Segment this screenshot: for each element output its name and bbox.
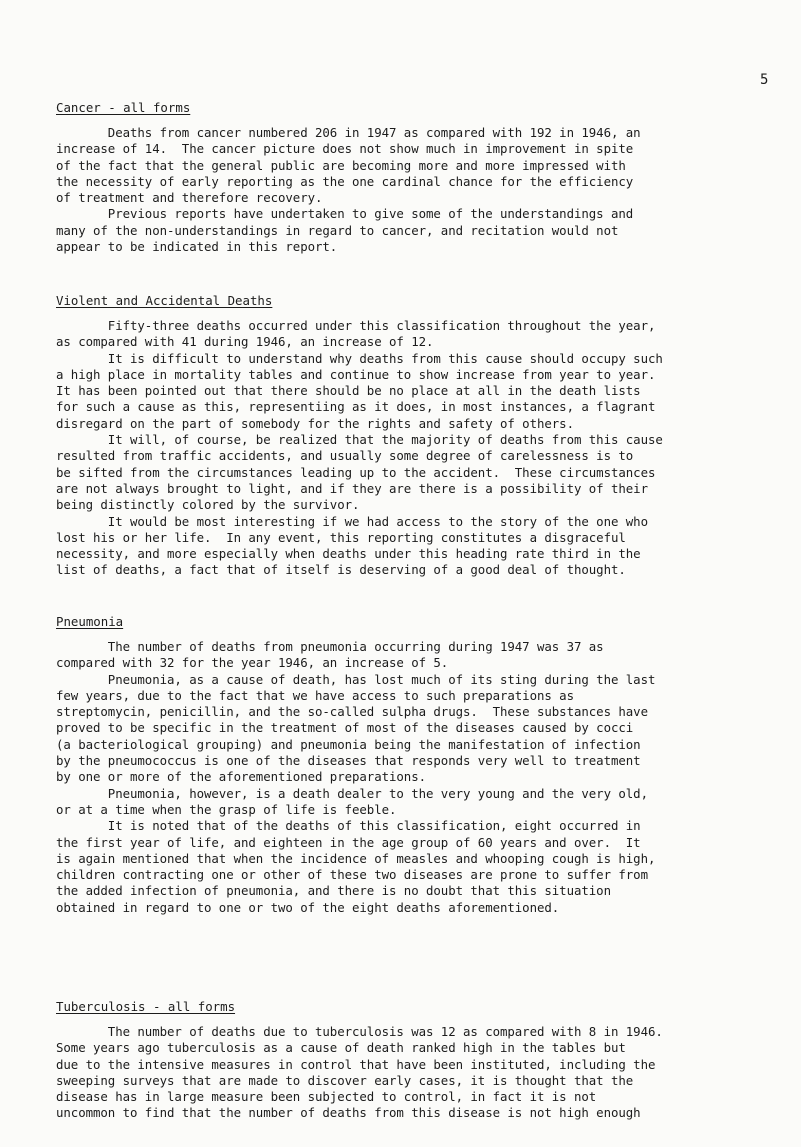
paragraph-line: It has been pointed out that there should be no place at all in the death lists — [56, 383, 641, 399]
paragraph-line: are not always brought to light, and if they are there is a possibility of their — [56, 480, 648, 496]
paragraph-line: as compared with 41 during 1946, an increase of 12. — [56, 334, 434, 350]
paragraph-line: necessity, and more especially when deaths under this heading rate third in the — [56, 546, 641, 562]
paragraph-line: It would be most interesting if we had access to the story of the one who — [56, 513, 648, 529]
paragraph-line: lost his or her life. In any event, this reporting constitutes a disgraceful — [56, 529, 626, 545]
paragraph-line: the added infection of pneumonia, and there is no doubt that this situation — [56, 883, 611, 899]
paragraph-line: a high place in mortality tables and continue to show increase from year to year. — [56, 366, 656, 382]
paragraph-line: Fifty-three deaths occurred under this classification throughout the year, — [56, 318, 656, 333]
paragraph-line: by the pneumococcus is one of the diseases that responds very well to treatment — [56, 753, 641, 769]
paragraph-line: due to the intensive measures in control that have been instituted, including the — [56, 1056, 656, 1072]
section-heading: Pneumonia — [56, 614, 124, 629]
paragraph-line: increase of 14. The cancer picture does not show much in improvement in spite — [56, 141, 634, 157]
paragraph-line: disease has in large measure been subjected to control, in fact it is not — [56, 1089, 597, 1105]
paragraph-line: list of deaths, a fact that of itself is deserving of a good deal of thought. — [56, 562, 626, 578]
paragraph-line: Pneumonia, as a cause of death, has lost much of its sting during the last — [56, 671, 656, 687]
page-number: 5 — [760, 72, 769, 88]
paragraph-line: Deaths from cancer numbered 206 in 1947 as compared with 192 in 1946, an — [56, 125, 641, 140]
paragraph-line: the first year of life, and eighteen in the age group of 60 years and over. It — [56, 834, 641, 850]
paragraph-line: few years, due to the fact that we have access to such preparations as — [56, 687, 574, 703]
section-heading: Cancer - all forms — [56, 100, 191, 115]
paragraph-line: resulted from traffic accidents, and usually some degree of carelessness is to — [56, 448, 634, 464]
paragraph-line: uncommon to find that the number of deaths from this disease is not high enough — [56, 1105, 641, 1121]
section-pneumonia — [56, 614, 774, 916]
paragraph-line: Previous reports have undertaken to give some of the understandings and — [56, 206, 634, 222]
paragraph-line: children contracting one or other of these two diseases are prone to suffer from — [56, 867, 648, 883]
paragraph-line: streptomycin, penicillin, and the so-called sulpha drugs. These substances have — [56, 704, 648, 720]
paragraph-line: for such a cause as this, representiing as it does, in most instances, a flagrant — [56, 399, 656, 415]
paragraph-line: is again mentioned that when the incidence of measles and whooping cough is high, — [56, 850, 656, 866]
paragraph-line: sweeping surveys that are made to discover early cases, it is thought that the — [56, 1072, 634, 1088]
paragraph-line: or at a time when the grasp of life is feeble. — [56, 801, 397, 817]
paragraph-line: Some years ago tuberculosis as a cause of death ranked high in the tables but — [56, 1040, 626, 1056]
paragraph-line: being distinctly colored by the survivor. — [56, 497, 360, 513]
section-violent-deaths — [56, 293, 774, 579]
paragraph-line: compared with 32 for the year 1946, an increase of 5. — [56, 655, 449, 671]
paragraph-line: many of the non-understandings in regard to cancer, and recitation would not — [56, 222, 619, 238]
paragraph-line: the necessity of early reporting as the one cardinal chance for the efficiency — [56, 173, 634, 189]
paragraph-line: The number of deaths from pneumonia occurring during 1947 was 37 as — [56, 639, 604, 654]
paragraph-line: The number of deaths due to tuberculosis was 12 as compared with 8 in 1946. — [56, 1024, 663, 1039]
section-cancer — [56, 100, 774, 255]
paragraph-line: of the fact that the general public are becoming more and more impressed with — [56, 157, 626, 173]
paragraph-line: (a bacteriological grouping) and pneumonia being the manifestation of infection — [56, 736, 641, 752]
paragraph-line: by one or more of the aforementioned preparations. — [56, 769, 426, 785]
paragraph-line: be sifted from the circumstances leading up to the accident. These circumstances — [56, 464, 656, 480]
paragraph-line: obtained in regard to one or two of the eight deaths aforementioned. — [56, 899, 560, 915]
section-heading: Violent and Accidental Deaths — [56, 293, 273, 308]
paragraph-line: disregard on the part of somebody for the rights and safety of others. — [56, 415, 574, 431]
paragraph-line: appear to be indicated in this report. — [56, 239, 338, 255]
paragraph-line: Pneumonia, however, is a death dealer to the very young and the very old, — [56, 785, 648, 801]
paragraph-line: It will, of course, be realized that the majority of deaths from this cause — [56, 432, 663, 448]
section-tuberculosis — [56, 999, 774, 1122]
paragraph-line: It is noted that of the deaths of this classification, eight occurred in — [56, 818, 641, 834]
paragraph-line: of treatment and therefore recovery. — [56, 190, 323, 206]
paragraph-line: It is difficult to understand why deaths from this cause should occupy such — [56, 350, 663, 366]
section-heading: Tuberculosis - all forms — [56, 999, 236, 1014]
paragraph-line: proved to be specific in the treatment of most of the diseases caused by cocci — [56, 720, 634, 736]
